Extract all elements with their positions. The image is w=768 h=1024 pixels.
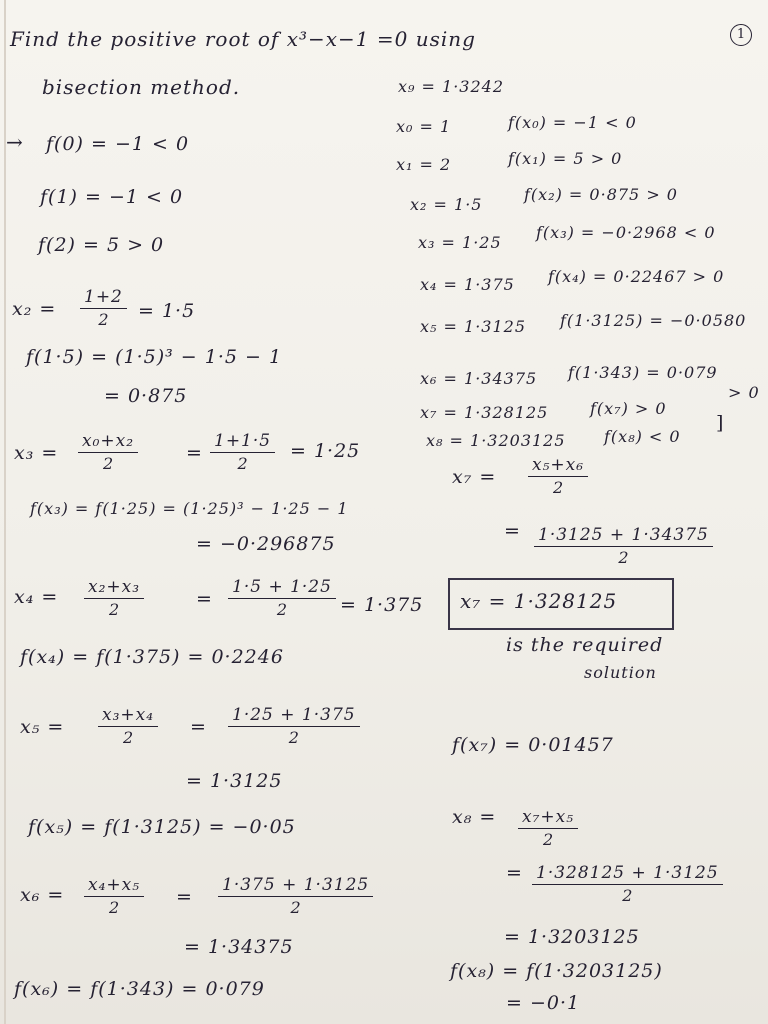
row-fx3: f(x₃) = −0·2968 < 0 [536,223,716,242]
row-x2: x₂ = 1·5 [410,195,483,214]
required-text: is the required [506,634,664,656]
row-fx7: f(x₇) > 0 [590,399,667,418]
f15-value: = 0·875 [104,385,188,407]
fx7-value: f(x₇) = 0·01457 [452,734,614,756]
x6-numerator-values: 1·375 + 1·3125 [218,874,373,897]
x7-equals: = [504,520,521,542]
x3-fraction-values [210,430,275,475]
row-x4: x₄ = 1·375 [420,275,515,294]
arrow-right-icon: → [6,130,23,154]
fx8-line: f(x₈) = f(1·3203125) [450,960,663,982]
x3-denominator: 2 [102,454,114,473]
x2-result: = 1·5 [138,300,196,322]
x8-fraction-values [532,862,723,907]
x6-result: = 1·34375 [184,936,294,958]
x8-lhs: x₈ = [452,806,497,828]
x6-denominator: 2 [108,898,120,917]
x8-equals: = [506,862,523,884]
row-fx5: f(1·3125) = −0·0580 [560,311,747,330]
row-fx4: f(x₄) = 0·22467 > 0 [548,267,725,286]
x3-numerator-values: 1+1·5 [210,430,275,453]
x5-fraction-values [228,704,360,749]
row-fx1: f(x₁) = 5 > 0 [508,149,623,168]
x2-denominator: 2 [98,310,109,329]
fx4-line: f(x₄) = f(1·375) = 0·2246 [20,646,284,668]
x6-fraction [84,874,144,919]
row-x5: x₅ = 1·3125 [420,317,526,336]
x8-denominator: 2 [542,830,554,849]
fx6-line: f(x₆) = f(1·343) = 0·079 [14,978,265,1000]
x4-numerator: x₂+x₃ [84,576,144,599]
x7-denominator-values: 2 [618,548,629,567]
x5-equals: = [190,716,207,738]
fx5-line: f(x₅) = f(1·3125) = −0·05 [28,816,296,838]
x6-numerator: x₄+x₅ [84,874,144,897]
x4-fraction-values [228,576,336,621]
x5-fraction [98,704,158,749]
fx3-line: f(x₃) = f(1·25) = (1·25)³ − 1·25 − 1 [30,499,349,518]
f0-line: f(0) = −1 < 0 [46,133,190,155]
x3-fraction [78,430,138,475]
x9-value: x₉ = 1·3242 [398,77,504,96]
x3-lhs: x₃ = [14,442,59,464]
row-x1: x₁ = 2 [396,155,452,174]
question-title-line2: bisection method. [42,75,241,99]
x5-numerator: x₃+x₄ [98,704,158,727]
row-x6-positive: > 0 [728,383,760,402]
x3-numerator: x₀+x₂ [78,430,138,453]
question-number-circle: 1 [730,24,752,46]
x7-lhs: x₇ = [452,466,497,488]
x8-numerator: x₇+x₅ [518,806,578,829]
x8-result: = 1·3203125 [504,926,640,948]
solution-text: solution [584,663,657,682]
x5-lhs: x₅ = [20,716,65,738]
fx8-value: = −0·1 [506,992,581,1014]
fx3-value: = −0·296875 [196,533,336,555]
x4-numerator-values: 1·5 + 1·25 [228,576,336,599]
row-fx0: f(x₀) = −1 < 0 [508,113,637,132]
x8-denominator-values: 2 [622,886,633,905]
x6-lhs: x₆ = [20,884,65,906]
f1-line: f(1) = −1 < 0 [40,186,184,208]
x2-fraction [80,286,127,331]
x8-fraction [518,806,578,851]
x6-equals: = [176,886,193,908]
row-fx6: f(1·343) = 0·079 [568,363,718,382]
x2-lhs: x₂ = [12,298,57,320]
x4-fraction [84,576,144,621]
x5-result: = 1·3125 [186,770,283,792]
x4-lhs: x₄ = [14,586,59,608]
f2-line: f(2) = 5 > 0 [38,234,165,256]
row-x7: x₇ = 1·328125 [420,403,549,422]
x3-result: = 1·25 [290,440,361,462]
f15-line: f(1·5) = (1·5)³ − 1·5 − 1 [26,346,283,368]
x7-denominator: 2 [552,478,564,497]
x6-fraction-values [218,874,373,919]
x5-numerator-values: 1·25 + 1·375 [228,704,360,727]
x4-result: = 1·375 [340,594,424,616]
x5-denominator-values: 2 [288,728,299,747]
x3-equals: = [186,442,203,464]
row-x3: x₃ = 1·25 [418,233,502,252]
question-title: Find the positive root of x³−x−1 =0 using [10,27,476,51]
row-x6: x₆ = 1·34375 [420,369,538,388]
x4-denominator-values: 2 [276,600,288,619]
x7-fraction [528,454,588,499]
x4-equals: = [196,588,213,610]
row-x8: x₈ = 1·3203125 [426,431,566,450]
x6-denominator-values: 2 [290,898,301,917]
boxed-answer: x₇ = 1·328125 [460,589,618,613]
bracket-mark: ] [716,412,725,434]
x4-denominator: 2 [108,600,120,619]
row-fx8: f(x₈) < 0 [604,427,681,446]
x2-numerator: 1+2 [80,286,127,309]
x7-numerator: x₅+x₆ [528,454,588,477]
x8-numerator-values: 1·328125 + 1·3125 [532,862,723,885]
row-fx2: f(x₂) = 0·875 > 0 [524,185,678,204]
x7-fraction-values [534,524,713,569]
x3-denominator-values: 2 [237,454,248,473]
x7-numerator-values: 1·3125 + 1·34375 [534,524,713,547]
row-x0: x₀ = 1 [396,117,452,136]
x5-denominator: 2 [122,728,134,747]
